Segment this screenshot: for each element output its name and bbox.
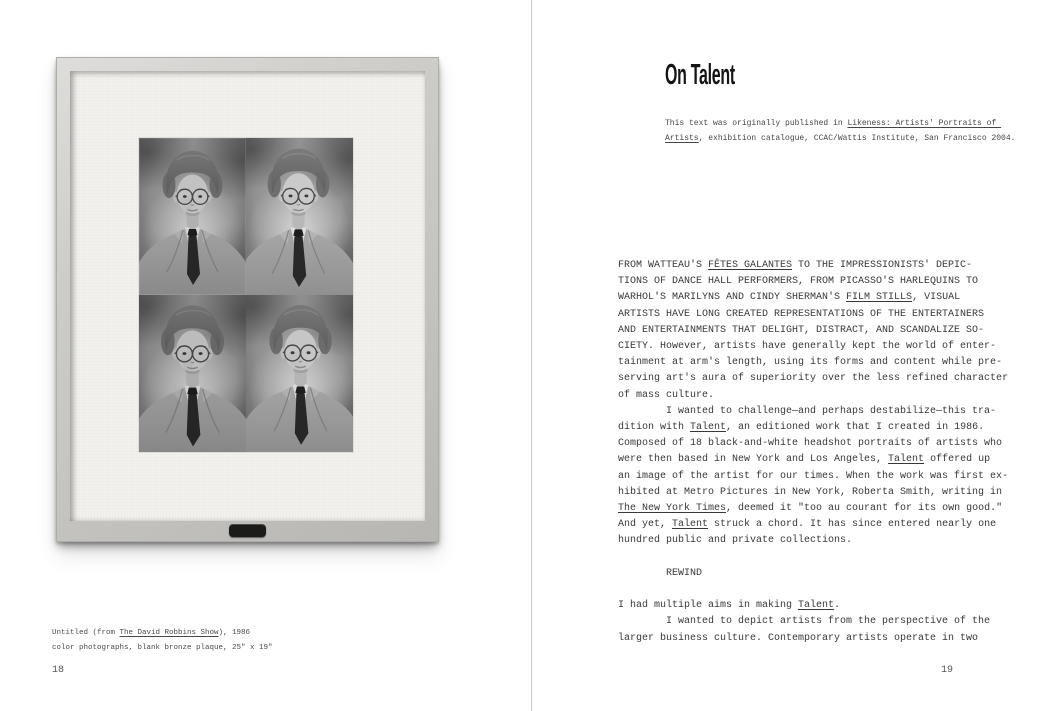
text-line	[618, 582, 1008, 598]
text-line: hibited at Metro Pictures in New York, Roberta Smith, writing in	[618, 486, 1003, 498]
artwork-mat	[70, 71, 425, 521]
text-line: AND ENTERTAINMENTS THAT DELIGHT, DISTRACT, AND SCANDALIZE SO-	[618, 324, 985, 336]
text-line: ARTISTS HAVE LONG CREATED REPRESENTATIONS OF THE ENTERTAINERS	[618, 308, 985, 320]
text-line	[618, 550, 1008, 566]
text-line: color photographs, blank bronze plaque, 25" x 19"	[52, 644, 273, 652]
text-line: dition with Talent, an editioned work that I created in 1986.	[618, 422, 985, 434]
text-line: I had multiple aims in making Talent.	[618, 600, 841, 612]
text-line: of mass culture.	[618, 389, 715, 401]
text-line: FROM WATTEAU'S FÊTES GALANTES TO THE IMPRESSIONISTS' DEPIC-	[618, 260, 973, 271]
portrait-photo	[139, 138, 246, 295]
text-line: TIONS OF DANCE HALL PERFORMERS, FROM PICASSO'S HARLEQUINS TO	[618, 276, 979, 288]
text-line: And yet, Talent struck a chord. It has since entered nearly one	[618, 519, 997, 531]
portrait-photo	[246, 295, 353, 452]
text-line: were then based in New York and Los Angeles, Talent offered up	[618, 454, 991, 466]
essay-title: On Talent	[665, 59, 735, 91]
text-line: I wanted to challenge—and perhaps destabilize—this tra-	[618, 405, 997, 417]
text-line: I wanted to depict artists from the perspective of the	[618, 616, 991, 628]
text-line: hundred public and private collections.	[618, 535, 853, 547]
publication-note	[665, 116, 1015, 146]
text-line: larger business culture. Contemporary artists operate in two	[618, 632, 979, 644]
page-number-left: 18	[52, 665, 65, 676]
text-line: WARHOL'S MARILYNS AND CINDY SHERMAN'S FILM STILLS, VISUAL	[618, 292, 961, 304]
text-line: The New York Times, deemed it "too au courant for its own good."	[618, 503, 1003, 515]
text-line: Artists, exhibition catalogue, CCAC/Wattis Institute, San Francisco 2004.	[665, 134, 1016, 143]
artwork-caption	[52, 626, 273, 656]
text-line: This text was originally published in Likeness: Artists' Portraits of	[665, 119, 1002, 128]
text-line: REWIND	[618, 567, 703, 579]
portrait-photo	[246, 138, 353, 295]
text-line: CIETY. However, artists have generally kept the world of enter-	[618, 341, 997, 353]
portrait-photo	[139, 295, 246, 452]
page-number-right: 19	[941, 665, 954, 676]
framed-artwork	[56, 57, 439, 542]
text-line: tainment at arm's length, using its forms and content while pre-	[618, 357, 1003, 369]
text-line: serving art's aura of superiority over the less refined character	[618, 373, 1009, 385]
bronze-plaque	[229, 524, 266, 537]
text-line: Untitled (from The David Robbins Show), 1986	[52, 629, 251, 637]
text-line: Composed of 18 black-and-white headshot portraits of artists who	[618, 438, 1003, 450]
essay-body-text	[618, 258, 1008, 647]
text-line: an image of the artist for our times. When the work was first ex-	[618, 470, 1009, 482]
page-gutter-line	[531, 0, 532, 711]
portrait-photo-grid	[139, 138, 353, 452]
